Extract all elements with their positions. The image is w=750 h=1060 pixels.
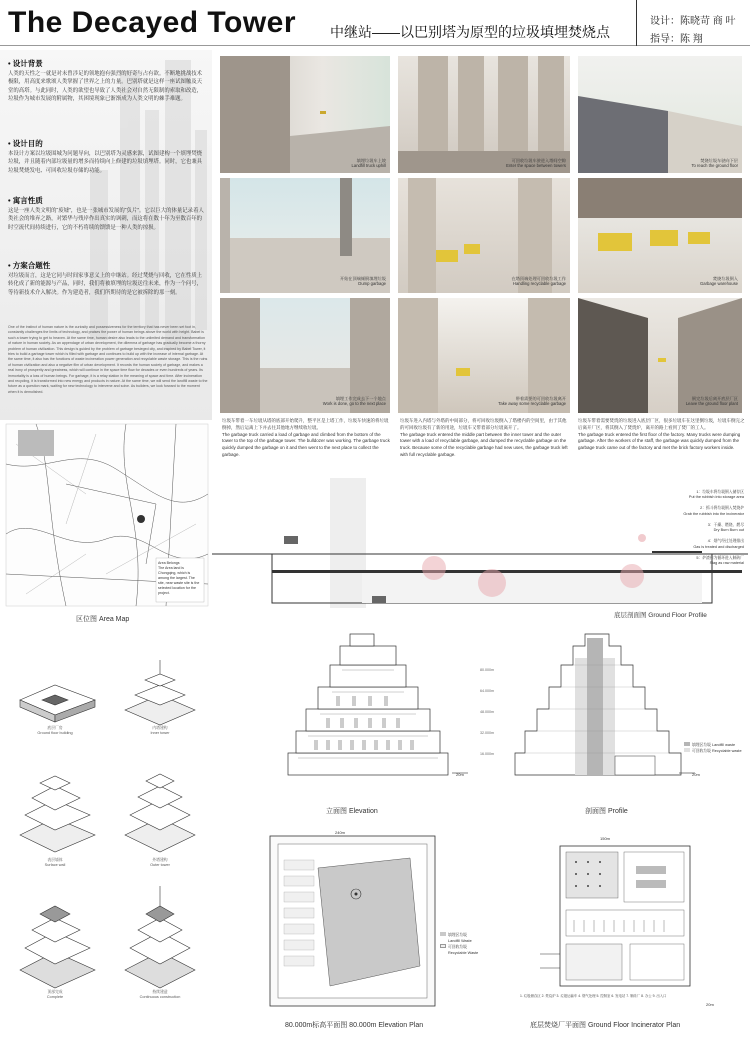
english-summary: One of the instinct of human nature is the curiosity and possessiveness for the territory that has never been set foot in, constantly challenges the limits of technology, and praises the power of human beings above the world with height. Babel is such a tower trying to get to heaven. At the same time, human desire also leads to the unlimited demand and transformation of nature in human society. As an appendage of urban development, the dilemma of garbage has gradually become a thorny problem of human civilization. This design is guided by the problem of garbage besieged city, and inspired by Babel Tower, it tries to build a garbage tower which is filled with garbage and continues to build up with the increase of internal garbage. At the same time, it also has the functions of waste incineration power generation and recyclable waste storage. This is the ruins of human civilization and also a negative film of urban development. It records the human society of garbage, and makes a real irony of prosperity and greatness, which will continue in the space time flow for decades or even hundreds of years. Its immortality is a loss of human beings. For garbage, it is a relay station in the meaning of space and time. After incineration and recycling, it is transformed into new energy and products in nature. At the same time, we will send the landfill waste to the future as a question mark, waiting for new technology to intervene and solve. As builders, we look forward to the moment when it is demolished.: [8, 325, 208, 394]
area-map: [6, 424, 208, 606]
legend-swatch-landfill-plan: [440, 932, 446, 936]
axon-label-2: 内塔建构 Inner tower: [150, 726, 170, 735]
ground-profile-title: 底层剖面图 Ground Floor Profile: [614, 612, 707, 619]
description-column: [0, 50, 212, 420]
elev-plan-dimension: 240m: [335, 830, 346, 835]
elev-plan-drawing: [270, 836, 440, 1011]
elev-plan-legend: 填埋区垃圾 Landfill Waste 可回收垃圾 Recyclable Waste: [440, 932, 478, 956]
caption-8: 带着需要的可回收垃圾离开 Take away some recyclable garbage: [498, 396, 566, 407]
axon-label-1: 底层厂房 Ground floor building: [37, 726, 73, 735]
section-text-background: 人类的天性之一就是对未曾涉足的领地抱有强烈的好奇与占有欲。不断地挑战技术极限，用高度来歌颂人类掌握了世界之上的力量。巴别塔就是这样一座试图触及天堂的高塔。与此同时，人类的欲望也导致了人类社会对自然无限制的索取和改造，垃圾作为城市发展的附属物，其困境现象已渐渐成为人类文明的棘手难题。: [8, 71, 203, 103]
ground-profile: [212, 478, 748, 618]
section-text-allegory: 这是一座人类文明的“废墟”，也是一张城市发展的“负片”。它以巨大的体量记录着人类社会的堆弃之路，对繁华与残岸作出真实的讽刺，而这将在数十年为至数百年的时空流代间持续进行，它的不朽将续的馈馈是一种人类的掠损。: [8, 208, 204, 231]
axon-label-5: 顶部完成 Complete: [46, 990, 64, 999]
profile-drawing: [505, 628, 695, 788]
section-heading-rationale: • 方案合题性: [8, 261, 51, 270]
storyboard-photo-2: [398, 56, 570, 173]
profile-step-4: 4：烟气经过处理排出 Gas is treated and discharged: [693, 539, 744, 549]
area-legend: Area Belongs The Area land is Chongqing, which is among the largest. The site, near waste site is the selected location for the project.: [158, 561, 200, 596]
poster-subtitle: 中继站——以巴别塔为原型的垃圾填埋焚烧点: [330, 24, 610, 40]
profile-level-48m: 48.000m: [480, 710, 494, 714]
profile-level-32m: 32.000m: [480, 731, 494, 735]
profile-level-80m: 80.000m: [480, 668, 494, 672]
storyboard-photo-1: [220, 56, 390, 173]
axon-label-3: 表层墙体 Surface wall: [44, 858, 66, 867]
incin-plan-legend: 1. 垃圾储存区 2. 焚烧炉 3. 垃圾运输车 4. 烟气处理 5. 控制室 6. 发电站 7. 制砖厂 8. 办公 9. 出入口: [520, 994, 667, 998]
profile-legend: 填埋区垃圾 Landfill waste 可回收垃圾 Recyclable waste: [684, 742, 742, 755]
legend-swatch-recyclable: [684, 748, 690, 752]
caption-3: 焚烧垃圾车驶向下层 To reach the ground floor: [691, 158, 738, 169]
axon-label-6: 持续建造 Continuous construction: [139, 990, 181, 999]
incin-plan-dimension: 150m: [600, 836, 611, 841]
area-map-title: 区位图 Area Map: [76, 616, 130, 623]
legend-swatch-landfill: [684, 742, 690, 746]
caption-4: 开始在顶端倾倒填埋垃圾 Dump garbage: [339, 276, 386, 287]
caption-7: 填埋工作完成去下一个地点 Work is done, go to the next place: [322, 396, 386, 407]
elevation-drawing: [278, 628, 458, 788]
section-heading-allegory: • 寓言性质: [8, 196, 43, 205]
advisor-credit: 指导：陈 翔: [650, 34, 703, 45]
caption-2: 可回收垃圾车驶进入塔间空隙 Enter the space between towers: [506, 158, 566, 169]
profile-level-64m: 64.000m: [480, 689, 494, 693]
incin-plan-drawing: [540, 846, 690, 991]
caption-5: 在塔顶端处理可回收垃圾工作 Handling recyclable garbage: [511, 276, 566, 287]
profile-level-16m: 16.000m: [480, 752, 494, 756]
elevation-title: 立面图 Elevation: [326, 808, 378, 815]
incin-plan-title: 底层焚烧厂平面图 Ground Floor Incinerator Plan: [530, 1022, 681, 1029]
section-heading-background: • 设计背景: [8, 59, 43, 68]
section-text-rationale: 对垃圾而言，这是它同与时间家事意义上的中继站。经过焚烧与回收，它在性质上转化成了新的能源与产品，同时，我们将被填埋的垃圾送往未来，作为一个问号，等待新技术介入解决。作为建造者，我们所期待的是它被拆除的那一刻。: [8, 273, 203, 296]
profile-steps: [652, 484, 744, 572]
profile-step-5: 5：炉渣作为循环进入制砖厂 Slag as raw material: [696, 555, 744, 565]
elevation-scale: 20m: [456, 772, 464, 777]
caption-1: 填埋垃圾车上坡 Landfill truck uphill: [351, 158, 386, 169]
storyboard-photo-3: [578, 56, 742, 173]
axonometric-series: [0, 640, 210, 1040]
profile-scale: 20m: [692, 772, 700, 777]
story-description-2: 垃圾车进入内塔与外塔的中间部分，将可回收垃圾倒入了塔楼内的空间里，由于其他的可回收垃圾有了新的用途，垃圾车又带着部分垃圾离开了。 The garbage truck entered the middle part between the inner tower and the outer tower with a load of recyclable garbage, and dumped the recyclable garbage on the truck. Because some of the recyclable garbage had new uses, the garbage truck left with full recyclable garbage.: [400, 418, 568, 457]
axon-label-4: 外塔建构 Outer tower: [150, 858, 170, 867]
section-heading-purpose: • 设计目的: [8, 139, 43, 148]
elev-plan-title: 80.000m标高平面图 80.000m Elevation Plan: [285, 1022, 424, 1029]
header-divider: [636, 0, 637, 46]
story-description-3: 垃圾车带着需要焚烧的垃圾进入底层厂区，很多垃圾车在这里倒垃圾，垃圾车倒完之后离开厂区，将其倒入了焚烧炉，离开的路上看到了焚厂的工人。 The garbage truck entered the first floor of the factory. Many trucks were dumping garbage. After the workers of the staff, the garbage was quickly dumped from the garbage truck came out of the factory and met the brick factory workers inside.: [578, 418, 745, 450]
section-text-purpose: 本设计方案以垃圾围城为问题导向，以巴别塔为灵感来源，试图建构一个填埋焚烧垃圾，并且随着内部垃圾量的增多而持续向上修建的垃圾填埋塔。同时，它也兼具垃圾焚烧发电、可回收垃圾存储的功能。: [8, 151, 203, 174]
profile-levels: [480, 660, 494, 765]
profile-step-1: 1：垃圾车将垃圾倒入储存区 Put the rubbish into storage area: [688, 489, 744, 499]
profile-step-2: 2：抓斗将垃圾倒入焚烧炉 Grab the rubbish into the incinerator: [683, 506, 744, 516]
caption-9: 倒完垃圾后离开底层厂区 Leave the ground floor plant: [685, 396, 738, 407]
story-description-1: 垃圾车带着一车垃圾从塔的底部开始爬升，整平区是上塔工作，垃圾车快速的将垃圾倒掉，然后运离上下并去往其他地方继续收垃圾。 The garbage truck carried a load of garbage and climbed from the bottom of the tower to the top of the garbage tower. The bulldozer was working. The garbage truck quickly dumped the garbage on it and then went to the next place to collect the garbage.: [222, 418, 390, 457]
incin-plan-scale: 20m: [706, 1002, 714, 1007]
poster-title: The Decayed Tower: [8, 6, 297, 39]
legend-swatch-recyclable-plan: [440, 944, 446, 948]
caption-6: 焚烧垃圾倒入 Garbage warehouse: [700, 276, 738, 287]
profile-step-3: 3：干燥、燃烧、燃尽 Dry Burn Burn out: [707, 522, 744, 532]
designer-credit: 设计：陈晓苛 商 叶: [650, 16, 736, 27]
profile-title: 剖面图 Profile: [585, 808, 628, 815]
